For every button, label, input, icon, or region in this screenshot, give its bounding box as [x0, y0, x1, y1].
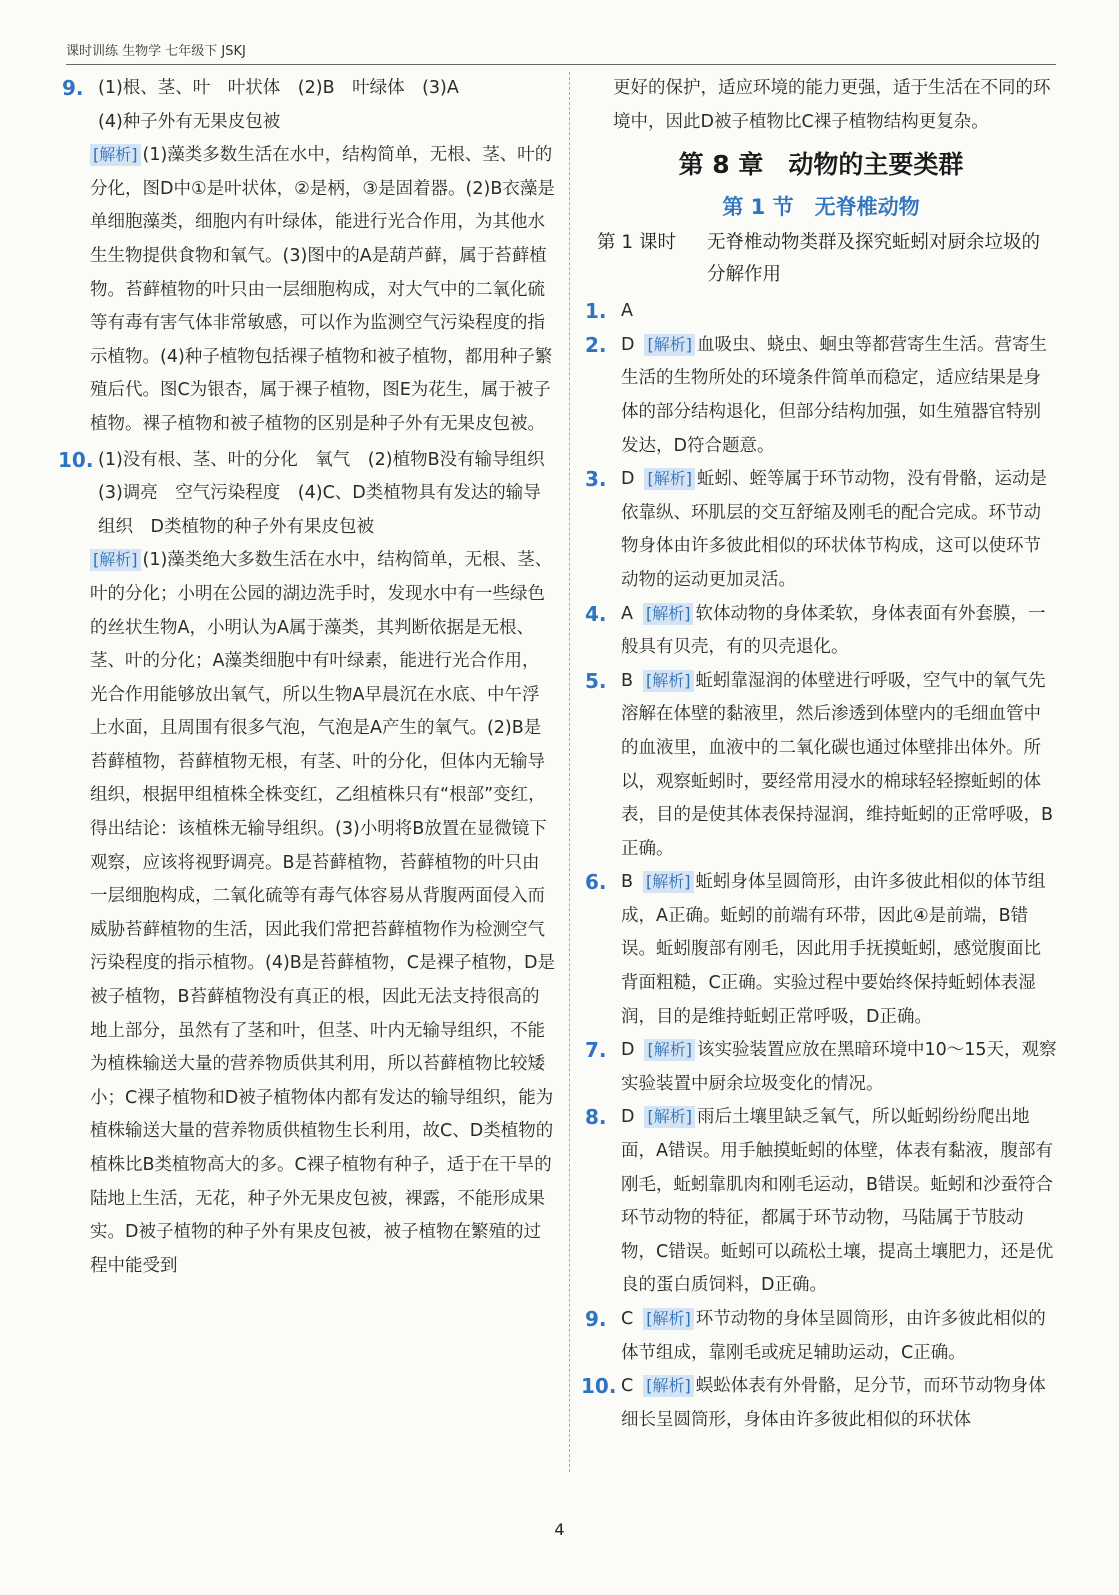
- answer-text: [621, 1034, 1057, 1101]
- analysis-tag: [解析]: [90, 144, 141, 166]
- question-number: 9.: [62, 76, 84, 100]
- answer-item: [585, 1303, 1057, 1370]
- analysis-tag: [解析]: [90, 549, 141, 571]
- page-header: 课时训练 生物学 七年级下 JSKJ: [66, 44, 246, 59]
- answer-choice: D: [621, 1040, 635, 1061]
- column-divider: [569, 72, 570, 1472]
- left-column: [58, 72, 563, 1283]
- explanation-text: 软体动物的身体柔软，身体表面有外套膜，一般具有贝壳，有的贝壳退化。: [621, 603, 1046, 658]
- section-title: 第 1 节 无脊椎动物: [722, 195, 920, 220]
- question-number: 3.: [585, 467, 607, 492]
- explanation-text: 蜈蚣体表有外骨骼，足分节，而环节动物身体细长呈圆筒形，身体由许多彼此相似的环状体: [621, 1376, 1046, 1430]
- answer-choice: C: [621, 1309, 634, 1329]
- chapter-title: 第 8 章 动物的主要类群: [678, 150, 964, 180]
- right-column: [581, 72, 1057, 1437]
- explanation-text: 蚯蚓、蛭等属于环节动物，没有骨骼，运动是依靠纵、环肌层的交互舒缩及刚毛的配合完成。环节动物身体由许多彼此相似的环状体节构成，这可以使环节动物的运动更加灵活。: [621, 469, 1047, 590]
- answer-text: [621, 329, 1057, 463]
- answer-text: [621, 463, 1057, 597]
- answer-text: [621, 598, 1057, 665]
- page-number: 4: [554, 1520, 565, 1539]
- explanation-text: (1)藻类多数生活在水中，结构简单，无根、茎、叶的分化，图D中①是叶状体，②是柄，③是固着器。(2)B衣藻是单细胞藻类，细胞内有叶绿体，能进行光合作用，为其他水生生物提供食物和氧气。(3)图中的A是葫芦藓，属于苔藓植物。苔藓植物的叶只由一层细胞构成，对大气中的二氧化硫等有毒有害气体非常敏感，可以作为监测空气污染程度的指示植物。(4)种子植物包括裸子植物和被子植物，都用种子繁殖后代。图C为银杏，属于裸子植物，图E为花生，属于被子植物。裸子植物和被子植物的区别是种子外有无果皮包被。: [90, 145, 555, 434]
- question-number: 6.: [585, 870, 607, 895]
- question-number: 7.: [585, 1038, 607, 1063]
- continued-text: 更好的保护，适应环境的能力更强，适于生活在不同的环境中，因此D被子植物比C裸子植物结构更复杂。: [613, 78, 1051, 132]
- explanation-text: 血吸虫、蛲虫、蛔虫等都营寄生生活。营寄生生活的生物所处的环境条件简单而稳定，适应结果是身体的部分结构退化，但部分结构加强，如生殖器官特别发达，D符合题意。: [621, 334, 1047, 456]
- answer-item: [585, 1101, 1057, 1303]
- answer-item: [581, 1370, 1057, 1437]
- header-rule: [66, 64, 1056, 65]
- lesson-label: 第 1 课时: [597, 232, 677, 254]
- analysis-tag: [解析]: [643, 670, 694, 692]
- answer-list: [581, 295, 1057, 1437]
- explanation: [90, 139, 556, 441]
- answer-text: [621, 295, 1057, 329]
- answer-choice: D: [621, 469, 635, 490]
- question-number: 9.: [585, 1307, 607, 1331]
- question-9: [62, 72, 556, 442]
- lesson-heading: [597, 227, 1057, 291]
- explanation-text: 环节动物的身体呈圆筒形，由许多彼此相似的体节组成，靠刚毛或疣足辅助运动，C正确。: [621, 1309, 1046, 1363]
- answer-text: [621, 866, 1057, 1034]
- answer-item: [585, 463, 1057, 597]
- answer-line: (4)种子外有无果皮包被: [98, 111, 281, 132]
- answer-item: [585, 598, 1057, 665]
- analysis-tag: [解析]: [644, 1106, 695, 1128]
- answer-text: [621, 1370, 1057, 1437]
- question-number: 5.: [585, 668, 607, 693]
- answer-item: [585, 866, 1057, 1034]
- question-number: 10.: [581, 1374, 617, 1399]
- question-number: 10.: [58, 447, 94, 472]
- analysis-tag: [解析]: [643, 871, 694, 893]
- answer-choice: C: [621, 1376, 634, 1397]
- lesson-title: 无脊椎动物类群及探究蚯蚓对厨余垃圾的分解作用: [707, 232, 1041, 286]
- analysis-tag: [解析]: [643, 1308, 694, 1330]
- answer-item: [585, 665, 1057, 867]
- answer-line: (1)根、茎、叶 叶状体 (2)B 叶绿体 (3)A: [98, 78, 459, 98]
- answer-item: [585, 329, 1057, 463]
- explanation: [90, 544, 556, 1283]
- analysis-tag: [解析]: [643, 1375, 694, 1397]
- question-number: 4.: [585, 601, 607, 626]
- explanation-text: 蚯蚓身体呈圆筒形，由许多彼此相似的体节组成，A正确。蚯蚓的前端有环带，因此④是前端，B错误。蚯蚓腹部有刚毛，因此用手抚摸蚯蚓，感觉腹面比背面粗糙，C正确。实验过程中要始终保持蚯蚓体表湿润，目的是维持蚯蚓正常呼吸，D正确。: [621, 872, 1046, 1027]
- answer-choice: D: [621, 334, 635, 355]
- analysis-tag: [解析]: [644, 334, 695, 356]
- analysis-tag: [解析]: [643, 603, 694, 625]
- answer-text: [621, 665, 1057, 867]
- explanation-text: 蚯蚓靠湿润的体壁进行呼吸，空气中的氧气先溶解在体壁的黏液里，然后渗透到体壁内的毛细血管中的血液里，血液中的二氧化碳也通过体壁排出体外。所以，观察蚯蚓时，要经常用浸水的棉球轻轻擦蚯蚓的体表，目的是使其体表保持湿润，维持蚯蚓的正常呼吸，B正确。: [621, 670, 1054, 859]
- answer-choice: B: [621, 670, 634, 691]
- answer-choice: A: [621, 603, 633, 624]
- answer-text: [621, 1101, 1057, 1303]
- answer-choice: A: [621, 301, 633, 322]
- answer-choice: D: [621, 1107, 635, 1128]
- question-number: 1.: [585, 299, 607, 324]
- question-number: 8.: [585, 1105, 607, 1130]
- answer-item: [585, 295, 1057, 329]
- answer-choice: B: [621, 872, 634, 893]
- analysis-tag: [解析]: [644, 468, 695, 490]
- explanation-text: 雨后土壤里缺乏氧气，所以蚯蚓纷纷爬出地面，A错误。用手触摸蚯蚓的体壁，体表有黏液，腹部有刚毛，蚯蚓靠肌肉和刚毛运动，B错误。蚯蚓和沙蚕符合环节动物的特征，都属于环节动物，马陆属于节肢动物，C错误。蚯蚓可以疏松土壤，提高土壤肥力，还是优良的蛋白质饲料，D正确。: [621, 1107, 1054, 1296]
- analysis-tag: [解析]: [644, 1039, 695, 1061]
- explanation-text: (1)藻类绝大多数生活在水中，结构简单，无根、茎、叶的分化；小明在公园的湖边洗手时，发现水中有一些绿色的丝状生物A，小明认为A属于藻类，其判断依据是无根、茎、叶的分化；A藻类细胞中有叶绿素，能进行光合作用，光合作用能够放出氧气，所以生物A早晨沉在水底、中午浮上水面，且周围有很多气泡，气泡是A产生的氧气。(2)B是苔藓植物，苔藓植物无根，有茎、叶的分化，但体内无输导组织，根据甲组植株全株变红，乙组植株只有“根部”变红，得出结论：该植株无输导组织。(3)小明将B放置在显微镜下观察，应该将视野调亮。B是苔藓植物，苔藓植物的叶只由一层细胞构成，二氧化硫等有毒气体容易从背腹两面侵入而威胁苔藓植物的生活，因此我们常把苔藓植物作为检测空气污染程度的指示植物。(4)B是苔藓植物，C是裸子植物，D是被子植物，B苔藓植物没有真正的根，因此无法支持很高的地上部分，虽然有了茎和叶，但茎、叶内无输导组织，不能为植株输送大量的营养物质供其利用，所以苔藓植物比较矮小；C裸子植物和D被子植物体内都有发达的输导组织，能为植株输送大量的营养物质供植物生长利用，故C、D类植物的植株比B类植物高大的多。C裸子植物有种子，适于在干旱的陆地上生活，无花，种子外无果皮包被，裸露，不能形成果实。D被子植物的种子外有果皮包被，被子植物在繁殖的过程中能受到: [90, 550, 555, 1276]
- question-10: [58, 444, 563, 1284]
- explanation-text: 该实验装置应放在黑暗环境中10～15天，观察实验装置中厨余垃圾变化的情况。: [621, 1040, 1057, 1094]
- answer-line: (1)没有根、茎、叶的分化 氧气 (2)植物B没有输导组织 (3)调亮 空气污染程度 (4)C、D类植物具有发达的输导组织 D类植物的种子外有果皮包被: [98, 449, 563, 537]
- answer-item: [585, 1034, 1057, 1101]
- answer-text: [621, 1303, 1057, 1370]
- question-number: 2.: [585, 332, 607, 357]
